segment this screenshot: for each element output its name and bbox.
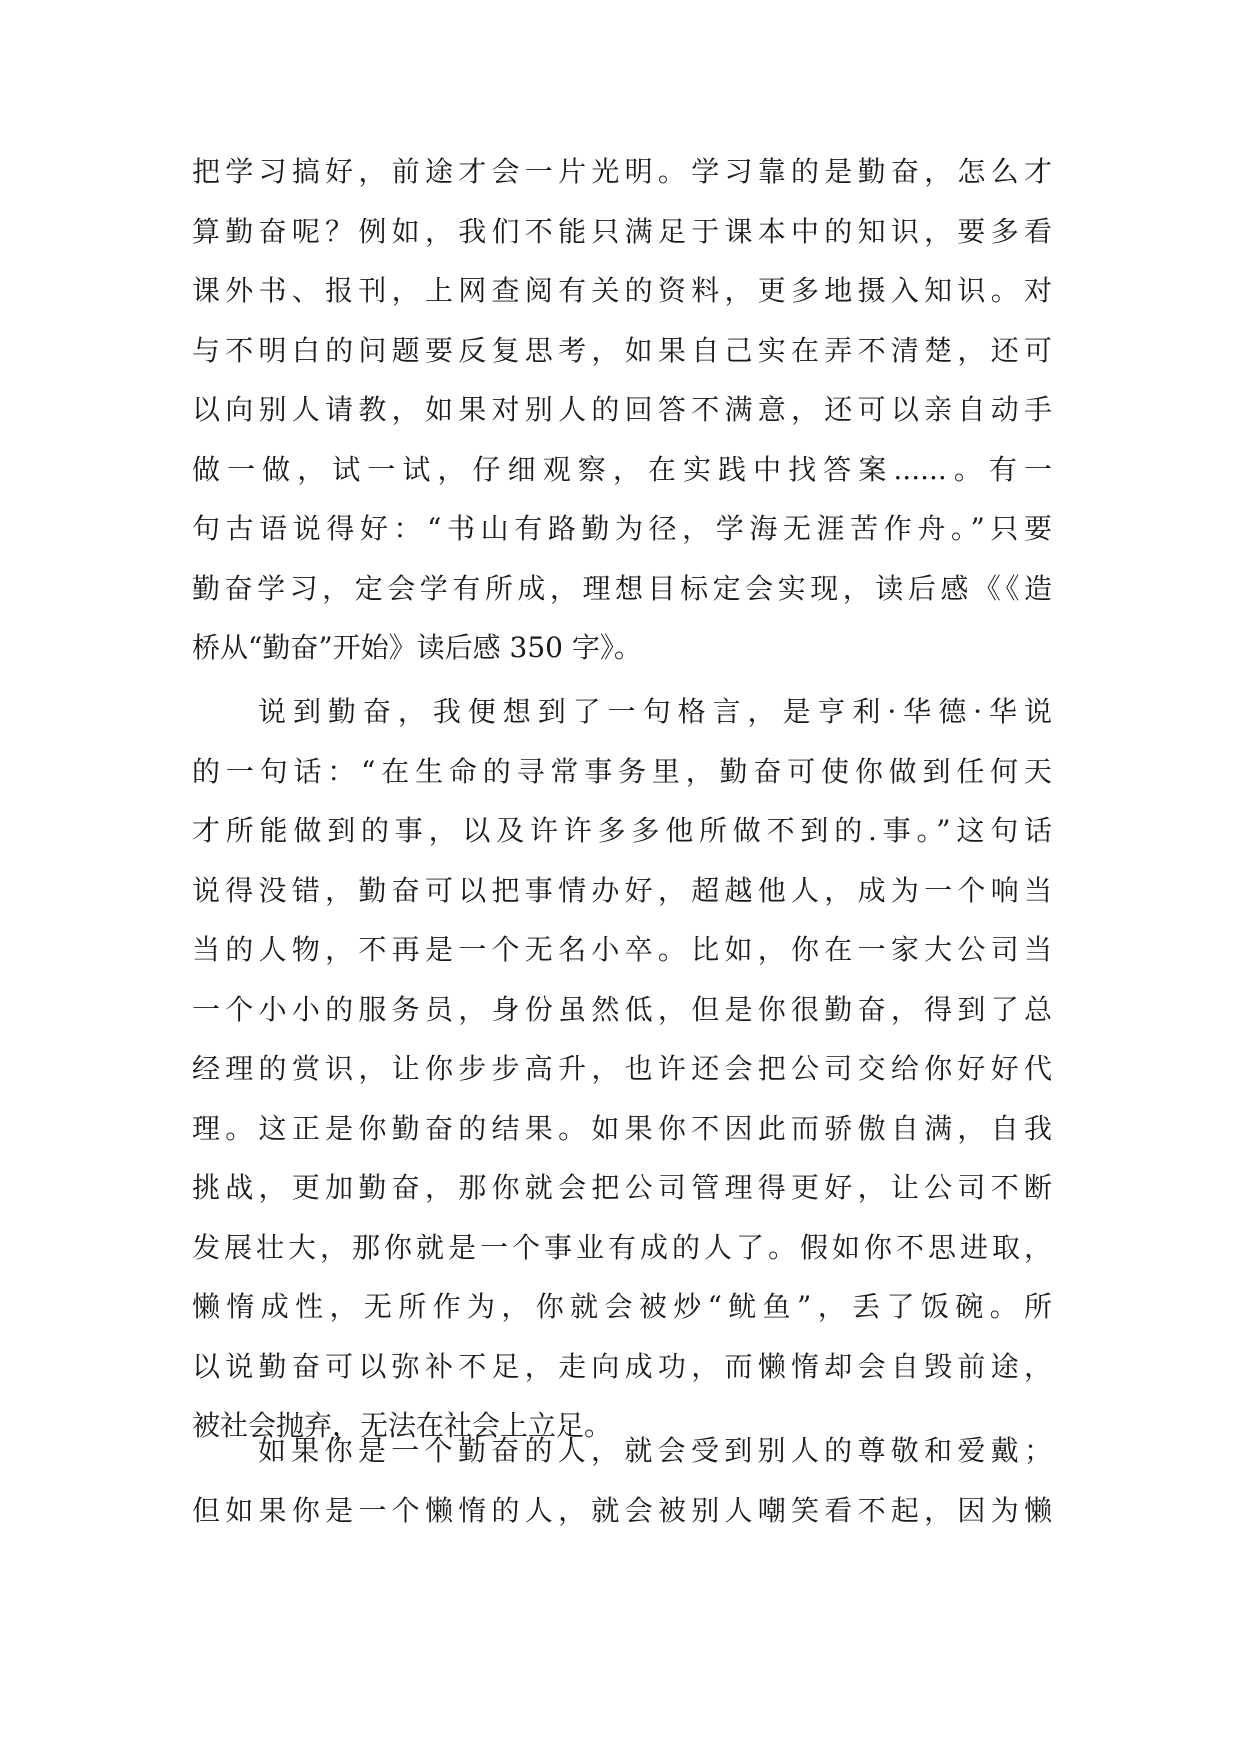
text-line: 发展壮大，那你就是一个事业有成的人了。假如你不思进取， — [192, 1230, 1052, 1264]
text-line: 把学习搞好，前途才会一片光明。学习靠的是勤奋，怎么才 — [192, 155, 1052, 188]
text-line: 一个小小的服务员，身份虽然低，但是你很勤奋，得到了总 — [192, 992, 1052, 1026]
paragraph-1 — [192, 142, 1052, 678]
text-line: 懒惰成性，无所作为，你就会被炒“鱿鱼”，丢了饭碗。所 — [192, 1290, 1052, 1323]
text-line: 的一句话：“在生命的寻常事务里，勤奋可使你做到任何天 — [192, 754, 1052, 788]
text-line: 经理的赏识，让你步步高升，也许还会把公司交给你好好代 — [192, 1052, 1052, 1085]
text-line: 以说勤奋可以弥补不足，走向成功，而懒惰却会自毁前途， — [192, 1349, 1052, 1383]
text-line: 但如果你是一个懒惰的人，就会被别人嘲笑看不起，因为懒 — [192, 1493, 1052, 1527]
text-line: 以向别人请教，如果对别人的回答不满意，还可以亲自动手 — [192, 393, 1052, 426]
paragraph-3 — [192, 1421, 1052, 1540]
text-line: 说得没错，勤奋可以把事情办好，超越他人，成为一个响当 — [192, 873, 1052, 907]
text-line: 桥从“勤奋”开始》读后感 350 字》。 — [192, 631, 642, 664]
text-line: 与不明白的问题要反复思考，如果自己实在弄不清楚，还可 — [192, 333, 1052, 367]
text-line: 被社会抛弃，无法在社会上立足。 — [192, 1409, 613, 1442]
text-line: 做一做，试一试，仔细观察，在实践中找答案......。有一 — [192, 452, 1052, 486]
text-line: 说到勤奋，我便想到了一句格言，是亨利·华德·华说 — [258, 695, 1052, 728]
text-line: 挑战，更加勤奋，那你就会把公司管理得更好，让公司不断 — [192, 1171, 1052, 1204]
text-line: 课外书、报刊，上网查阅有关的资料，更多地摄入知识。对 — [192, 274, 1052, 307]
text-line: 当的人物，不再是一个无名小卒。比如，你在一家大公司当 — [192, 933, 1052, 966]
text-line: 理。这正是你勤奋的结果。如果你不因此而骄傲自满，自我 — [192, 1111, 1052, 1145]
text-line: 算勤奋呢？例如，我们不能只满足于课本中的知识，要多看 — [192, 214, 1052, 248]
paragraph-2 — [192, 682, 1052, 1456]
text-line: 句古语说得好：“书山有路勤为径，学海无涯苦作舟。”只要 — [192, 512, 1052, 545]
text-line: 才所能做到的事，以及许许多多他所做不到的.事。”这句话 — [192, 814, 1052, 847]
text-line: 勤奋学习，定会学有所成，理想目标定会实现，读后感《《造 — [192, 571, 1052, 605]
text-line: 如果你是一个勤奋的人，就会受到别人的尊敬和爱戴； — [258, 1434, 1052, 1467]
